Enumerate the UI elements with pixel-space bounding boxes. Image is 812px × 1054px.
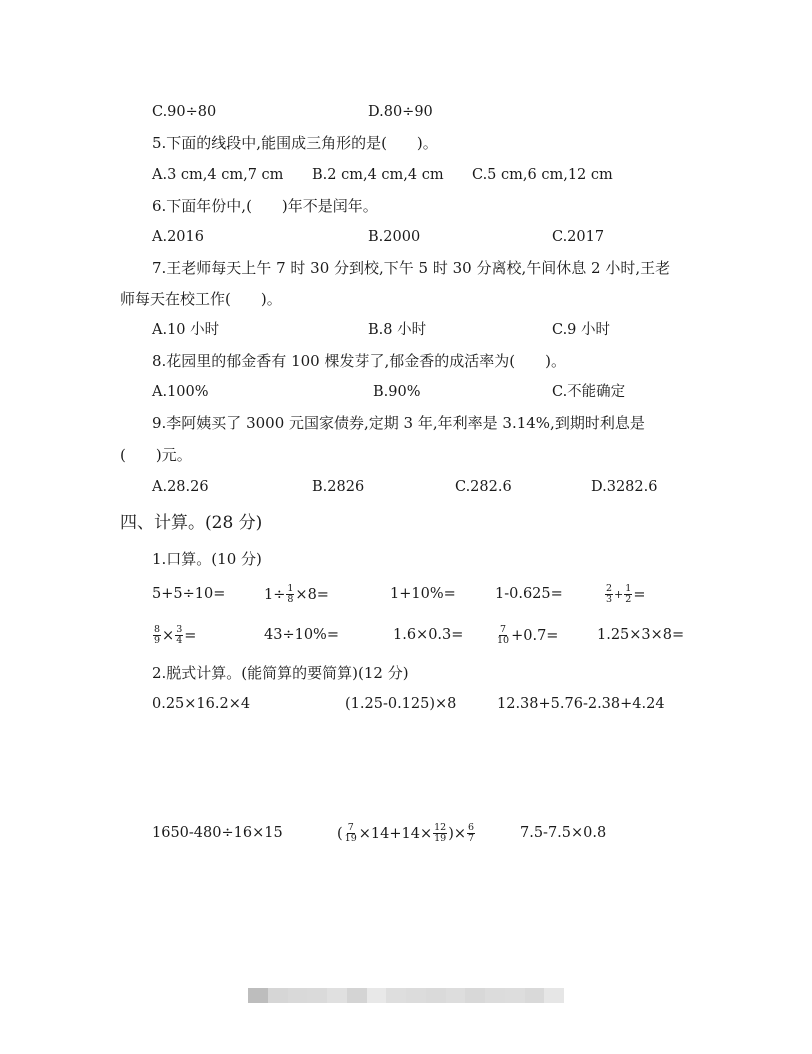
oral-expr-4: 1-0.625= xyxy=(495,586,563,602)
oral-expr-2: 1÷ $\frac{1}{8}$ ×8= xyxy=(264,583,329,605)
fraction: $\frac{12}{19}$ xyxy=(434,822,447,844)
q7-stem-line1: 7.王老师每天上午 7 时 30 分到校,下午 5 时 30 分离校,午间休息 2 小时,王老 xyxy=(152,259,671,277)
q4-option-c: C.90÷80 xyxy=(152,104,217,120)
blur-block xyxy=(406,988,426,1003)
step-expr-2: (1.25-0.125)×8 xyxy=(345,696,457,712)
q6-stem: 6.下面年份中,( )年不是闰年。 xyxy=(152,197,378,215)
step-expr-4: 1650-480÷16×15 xyxy=(152,825,283,841)
q7-option-c: C.9 小时 xyxy=(552,322,611,338)
oral-expr-1: 5+5÷10= xyxy=(152,586,226,602)
oral-expr-10: 1.25×3×8= xyxy=(597,627,685,643)
step-expr-1: 0.25×16.2×4 xyxy=(152,696,251,712)
q7-stem-line2: 师每天在校工作( )。 xyxy=(120,290,282,308)
step-expr-6: 7.5-7.5×0.8 xyxy=(520,825,607,841)
blur-block xyxy=(327,988,347,1003)
fraction: $\frac{2}{3}$ xyxy=(606,583,613,605)
step-expr-5: ( $\frac{7}{19}$ ×14+14× $\frac{12}{19}$ )× $\frac{6}{7}$ xyxy=(337,822,475,844)
q9-option-c: C.282.6 xyxy=(455,479,512,495)
blur-block xyxy=(367,988,387,1003)
blur-block xyxy=(465,988,485,1003)
q9-stem-line2: ( )元。 xyxy=(120,446,192,464)
q8-stem: 8.花园里的郁金香有 100 棵发芽了,郁金香的成活率为( )。 xyxy=(152,352,566,370)
q6-option-b: B.2000 xyxy=(368,229,421,245)
q6-option-c: C.2017 xyxy=(552,229,605,245)
fraction: $\frac{7}{10}$ xyxy=(497,624,510,646)
blur-block xyxy=(446,988,466,1003)
q7-option-a: A.10 小时 xyxy=(152,322,220,338)
q9-option-a: A.28.26 xyxy=(152,479,209,495)
oral-expr-8: 1.6×0.3= xyxy=(393,627,464,643)
oral-expr-6: $\frac{8}{9}$ × $\frac{3}{4}$ = xyxy=(154,624,197,646)
q5-option-b: B.2 cm,4 cm,4 cm xyxy=(312,167,444,183)
fraction: $\frac{1}{8}$ xyxy=(287,583,294,605)
q5-option-a: A.3 cm,4 cm,7 cm xyxy=(152,167,284,183)
step-expr-3: 12.38+5.76-2.38+4.24 xyxy=(497,696,665,712)
q6-option-a: A.2016 xyxy=(152,229,204,245)
fraction: $\frac{1}{2}$ xyxy=(625,583,632,605)
oral-expr-3: 1+10%= xyxy=(390,586,456,602)
q4-option-d: D.80÷90 xyxy=(368,104,433,120)
q5-stem: 5.下面的线段中,能围成三角形的是( )。 xyxy=(152,134,438,152)
q7-option-b: B.8 小时 xyxy=(368,322,427,338)
blur-block xyxy=(347,988,367,1003)
blur-block xyxy=(288,988,308,1003)
q5-option-c: C.5 cm,6 cm,12 cm xyxy=(472,167,613,183)
q8-option-c: C.不能确定 xyxy=(552,384,626,400)
blurred-footer xyxy=(248,988,564,1003)
q9-option-b: B.2826 xyxy=(312,479,365,495)
q8-option-b: B.90% xyxy=(373,384,421,400)
blur-block xyxy=(307,988,327,1003)
q9-stem-line1: 9.李阿姨买了 3000 元国家债券,定期 3 年,年利率是 3.14%,到期时利息是 xyxy=(152,414,645,432)
blur-block xyxy=(485,988,505,1003)
fraction: $\frac{3}{4}$ xyxy=(176,624,183,646)
blur-block xyxy=(426,988,446,1003)
part1-title: 1.口算。(10 分) xyxy=(152,550,262,568)
blur-block xyxy=(525,988,545,1003)
blur-block xyxy=(268,988,288,1003)
q9-option-d: D.3282.6 xyxy=(591,479,658,495)
blur-block xyxy=(248,988,268,1003)
blur-block xyxy=(505,988,525,1003)
part2-title: 2.脱式计算。(能简算的要简算)(12 分) xyxy=(152,664,409,682)
fraction: $\frac{6}{7}$ xyxy=(468,822,475,844)
oral-expr-5: $\frac{2}{3}$ + $\frac{1}{2}$ = xyxy=(606,583,646,605)
fraction: $\frac{7}{19}$ xyxy=(344,822,357,844)
section4-title: 四、计算。(28 分) xyxy=(120,513,263,533)
q8-option-a: A.100% xyxy=(152,384,209,400)
fraction: $\frac{8}{9}$ xyxy=(154,624,161,646)
oral-expr-7: 43÷10%= xyxy=(264,627,339,643)
blur-block xyxy=(544,988,564,1003)
oral-expr-9: $\frac{7}{10}$ +0.7= xyxy=(497,624,559,646)
blur-block xyxy=(386,988,406,1003)
